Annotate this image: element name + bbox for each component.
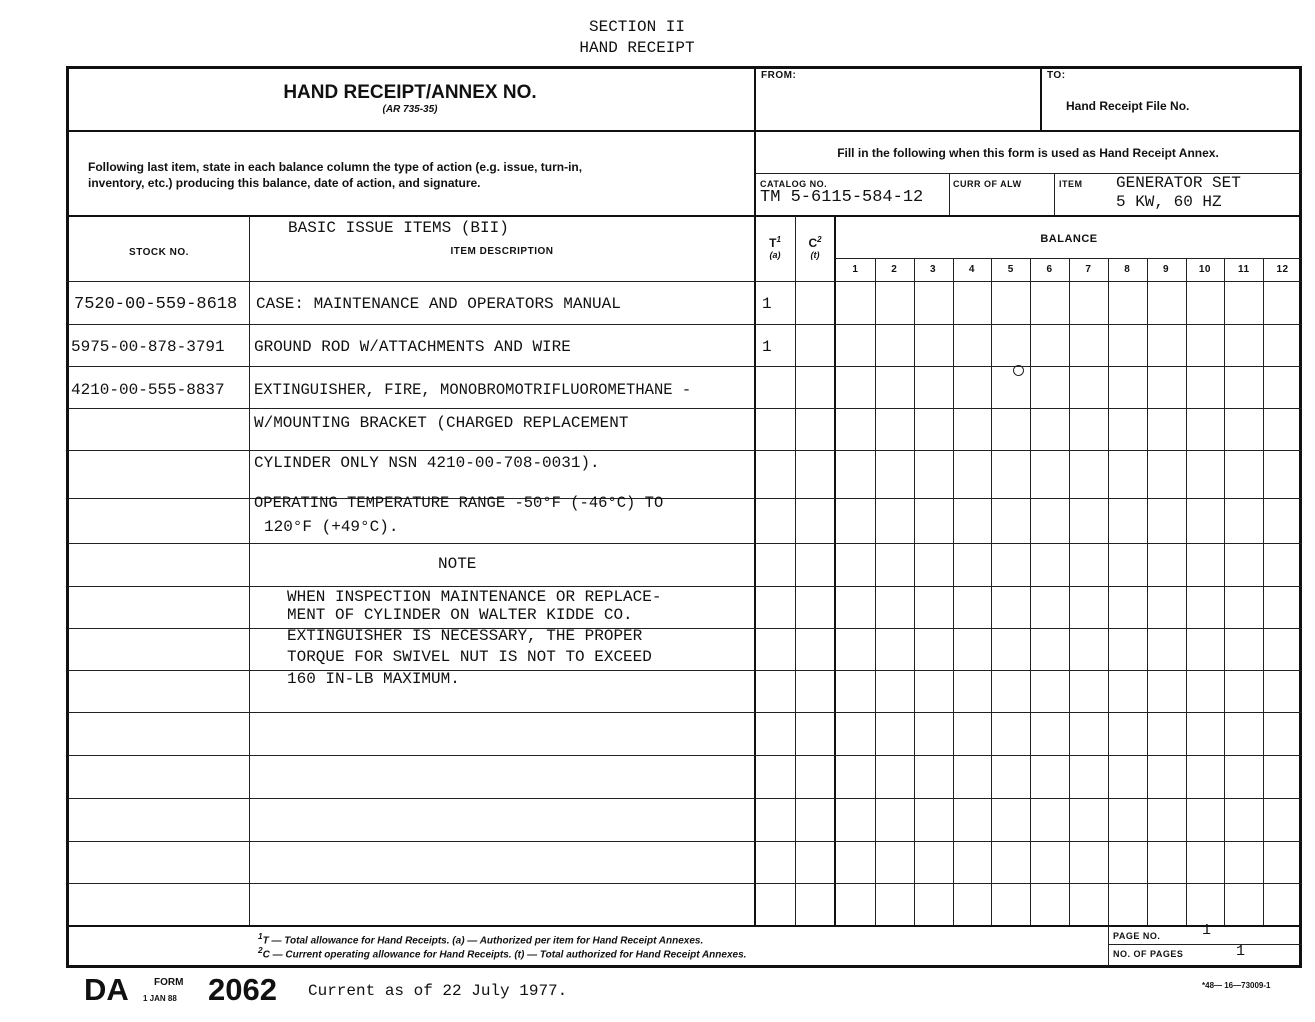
row-line-2 (68, 366, 1302, 367)
t-header-sub: (a) (769, 250, 781, 260)
balance-col-6-number: 6 (1046, 264, 1053, 275)
row-4-desc[interactable]: W/MOUNTING BRACKET (CHARGED REPLACEMENT (254, 414, 629, 432)
row-6-desc[interactable]: OPERATING TEMPERATURE RANGE -50°F (-46°C) TO (254, 494, 664, 512)
c-header-label: C (808, 236, 818, 250)
note-line-2: MENT OF CYLINDER ON WALTER KIDDE CO. (287, 606, 633, 624)
balance-col-4-divider (953, 259, 954, 926)
balance-instruction-2: inventory, etc.) producing this balance, date of action, and signature. (88, 176, 481, 190)
item-value-line-1[interactable]: GENERATOR SET (1116, 174, 1241, 192)
balance-col-8-divider (1108, 259, 1109, 926)
row-line-8 (68, 628, 1302, 629)
catalog-divider (949, 174, 950, 215)
balance-col-1-number: 1 (852, 264, 859, 275)
page-title: HAND RECEIPT (579, 39, 695, 57)
balance-col-12-divider (1263, 259, 1264, 926)
c-header-sub: (t) (810, 250, 820, 260)
balance-col-4-number: 4 (968, 264, 975, 275)
row-line-9 (68, 670, 1302, 671)
row-line-10 (68, 712, 1302, 713)
row-2-stock[interactable]: 5975-00-878-3791 (71, 338, 225, 356)
note-line-1: WHEN INSPECTION MAINTENANCE OR REPLACE- (287, 588, 662, 606)
note-line-4: TORQUE FOR SWIVEL NUT IS NOT TO EXCEED (287, 648, 652, 666)
paging-divider (1108, 926, 1109, 966)
balance-col-8-number: 8 (1124, 264, 1131, 275)
printing-code: *48— 16—73009-1 (1202, 981, 1271, 990)
bii-heading: BASIC ISSUE ITEMS (BII) (288, 219, 509, 237)
t-c-divider (795, 216, 796, 926)
column-header-bottom-line (66, 281, 1302, 282)
from-label: FROM: (761, 70, 797, 81)
form-word: FORM (154, 977, 184, 988)
form-title: HAND RECEIPT/ANNEX NO. (283, 82, 537, 103)
row-3-stock[interactable]: 4210-00-555-8837 (71, 381, 225, 399)
row-line-13 (68, 841, 1302, 842)
column-header-top-line (66, 215, 1302, 217)
form-da: DA (84, 972, 129, 1007)
c-header-sup: 2 (817, 235, 822, 244)
stray-circle-mark (1013, 365, 1024, 376)
balance-col-11-number: 11 (1237, 264, 1250, 275)
row-5-desc[interactable]: CYLINDER ONLY NSN 4210-00-708-0031). (254, 454, 600, 472)
balance-instruction-1: Following last item, state in each balance column the type of action (e.g. issue, turn-in, (88, 160, 583, 174)
page-no-value[interactable]: 1 (1202, 922, 1212, 939)
from-field[interactable] (758, 84, 1036, 126)
header-divider (66, 130, 1302, 132)
stock-no-header: STOCK NO. (129, 247, 189, 258)
paging-mid-line (1109, 944, 1302, 945)
row-line-4 (68, 450, 1302, 451)
form-number: 2062 (208, 972, 277, 1007)
item-label: ITEM (1059, 179, 1083, 189)
curr-divider (1054, 174, 1055, 215)
balance-col-2-divider (875, 259, 876, 926)
balance-col-12-number: 12 (1276, 264, 1289, 275)
t-header-label: T (769, 236, 777, 250)
row-line-1 (68, 324, 1302, 325)
footnote-2-sup: 2 (258, 945, 263, 955)
balance-col-2-number: 2 (891, 264, 898, 275)
catalog-label: CATALOG NO. (760, 179, 828, 189)
row-1-t[interactable]: 1 (762, 295, 772, 313)
row-6-desc-cont[interactable]: 120°F (+49°C). (264, 518, 399, 536)
balance-col-5-divider (991, 259, 992, 926)
to-label: TO: (1047, 70, 1066, 81)
item-desc-header: ITEM DESCRIPTION (450, 246, 554, 257)
t-header (756, 235, 794, 260)
note-line-3: EXTINGUISHER IS NECESSARY, THE PROPER (287, 627, 643, 645)
balance-col-11-divider (1224, 259, 1225, 926)
balance-col-3-number: 3 (930, 264, 937, 275)
section-heading: SECTION II (588, 18, 685, 36)
current-as-of: Current as of 22 July 1977. (308, 982, 568, 1000)
balance-header: BALANCE (1040, 233, 1098, 245)
balance-col-5-number: 5 (1007, 264, 1014, 275)
footnote-2 (258, 945, 746, 960)
item-value-line-2[interactable]: 5 KW, 60 HZ (1116, 193, 1222, 211)
from-to-divider (1040, 66, 1042, 130)
row-2-t[interactable]: 1 (762, 338, 772, 356)
balance-col-7-number: 7 (1085, 264, 1092, 275)
balance-col-3-divider (914, 259, 915, 926)
row-line-12 (68, 798, 1302, 799)
t-header-sup: 1 (776, 235, 781, 244)
main-vertical-divider (754, 66, 756, 926)
row-line-7 (68, 586, 1302, 587)
stock-desc-divider (249, 216, 250, 926)
row-line-6 (68, 543, 1302, 544)
annex-instruction: Fill in the following when this form is used as Hand Receipt Annex. (837, 146, 1219, 160)
c-balance-divider (834, 216, 836, 926)
catalog-value[interactable]: TM 5-6115-584-12 (760, 188, 924, 207)
footer-top-line (66, 925, 1302, 927)
no-of-pages-label: NO. OF PAGES (1113, 949, 1184, 959)
row-2-desc[interactable]: GROUND ROD W/ATTACHMENTS AND WIRE (254, 338, 571, 356)
page-no-label: PAGE NO. (1113, 931, 1161, 941)
balance-col-10-number: 10 (1198, 264, 1211, 275)
row-line-14 (68, 883, 1302, 884)
row-1-stock[interactable]: 7520-00-559-8618 (74, 295, 238, 314)
file-no-label: Hand Receipt File No. (1066, 99, 1190, 113)
footnote-1-sup: 1 (258, 931, 263, 941)
footnote-1-text: T — Total allowance for Hand Receipts. (a) — Authorized per item for Hand Receipt Annexes. (262, 935, 704, 947)
row-1-desc[interactable]: CASE: MAINTENANCE AND OPERATORS MANUAL (256, 295, 621, 313)
row-3-desc[interactable]: EXTINGUISHER, FIRE, MONOBROMOTRIFLUOROMETHANE - (254, 381, 692, 399)
footnote-2-text: C — Current operating allowance for Hand Receipts. (t) — Total authorized for Hand Receipt Annexes. (262, 949, 747, 961)
row-line-11 (68, 755, 1302, 756)
form-date: 1 JAN 88 (143, 994, 177, 1003)
balance-col-10-divider (1186, 259, 1187, 926)
balance-col-6-divider (1030, 259, 1031, 926)
no-of-pages-value[interactable]: 1 (1236, 943, 1246, 960)
regulation-ref: (AR 735-35) (382, 104, 438, 115)
balance-col-9-number: 9 (1163, 264, 1170, 275)
row-line-3 (68, 408, 1302, 409)
balance-col-9-divider (1147, 259, 1148, 926)
curr-alw-label: CURR OF ALW (953, 179, 1022, 189)
note-heading: NOTE (438, 555, 477, 573)
balance-col-7-divider (1069, 259, 1070, 926)
c-header (796, 235, 834, 260)
note-line-5: 160 IN-LB MAXIMUM. (287, 670, 460, 688)
